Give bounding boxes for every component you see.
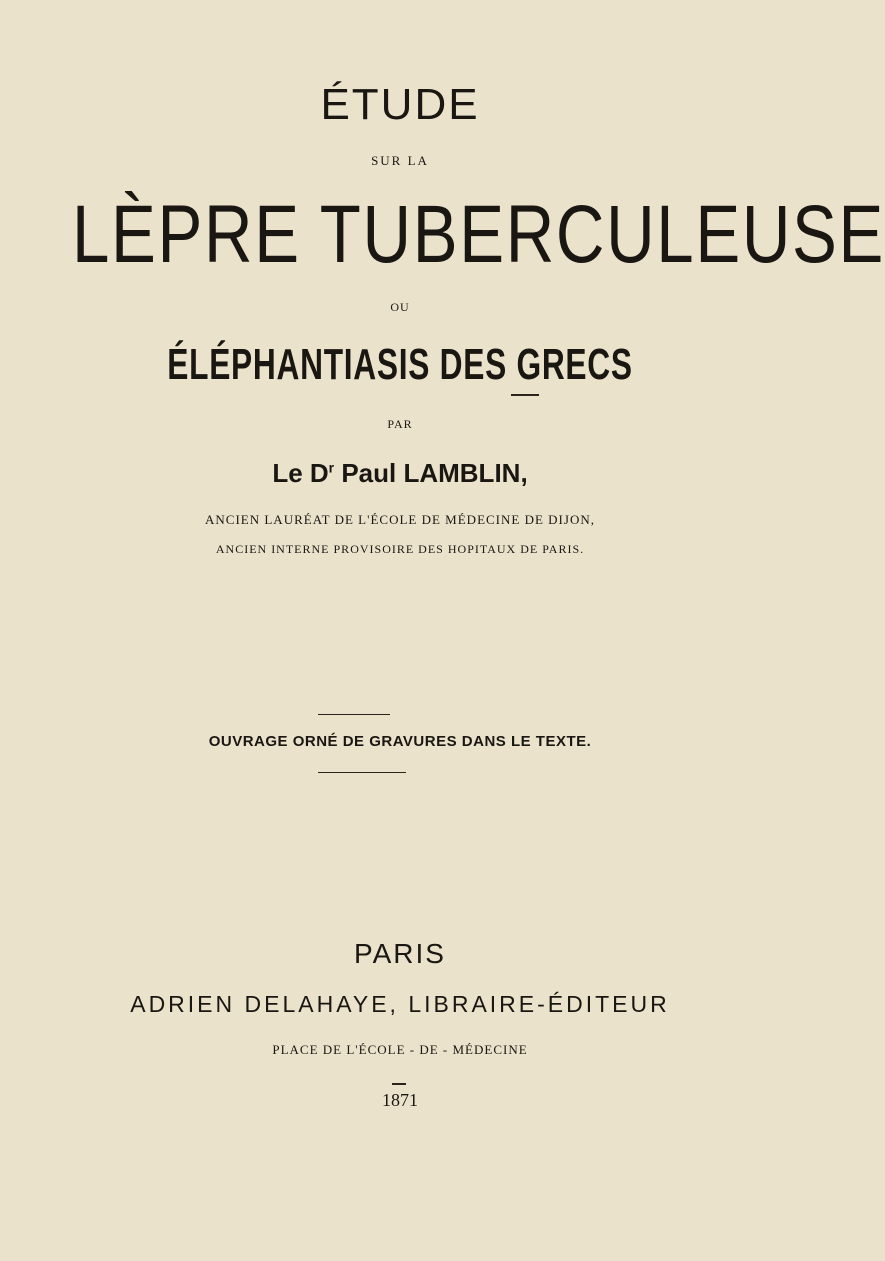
author-credential-2: ANCIEN INTERNE PROVISOIRE DES HOPITAUX DE PARIS. xyxy=(215,542,585,556)
heading-sur-la: SUR LA xyxy=(371,153,429,168)
author-name: Paul LAMBLIN, xyxy=(334,458,528,488)
author-prefix: Le D xyxy=(272,458,329,488)
heading-par: PAR xyxy=(387,417,413,431)
publisher-name: ADRIEN DELAHAYE, LIBRAIRE-ÉDITEUR xyxy=(130,991,670,1017)
heading-etude: ÉTUDE xyxy=(320,80,480,129)
author-line xyxy=(0,458,800,489)
publication-year: 1871 xyxy=(382,1090,418,1110)
year-dash xyxy=(392,1083,406,1085)
alternate-title: ÉLÉPHANTIASIS DES GRECS xyxy=(167,340,633,389)
publication-city: PARIS xyxy=(354,938,446,969)
publisher-address: PLACE DE L'ÉCOLE - DE - MÉDECINE xyxy=(272,1042,528,1057)
divider-rule-top xyxy=(318,714,390,715)
main-title: LÈPRE TUBERCULEUSE xyxy=(72,189,885,280)
divider-rule-bottom xyxy=(318,772,406,773)
heading-ou: OU xyxy=(390,300,410,314)
illustrations-note: OUVRAGE ORNÉ DE GRAVURES DANS LE TEXTE. xyxy=(208,733,592,750)
author-credential-1: ANCIEN LAURÉAT DE L'ÉCOLE DE MÉDECINE DE DIJON, xyxy=(205,512,595,527)
title-underline xyxy=(511,394,539,396)
author-prefix-sup: r xyxy=(328,459,335,476)
